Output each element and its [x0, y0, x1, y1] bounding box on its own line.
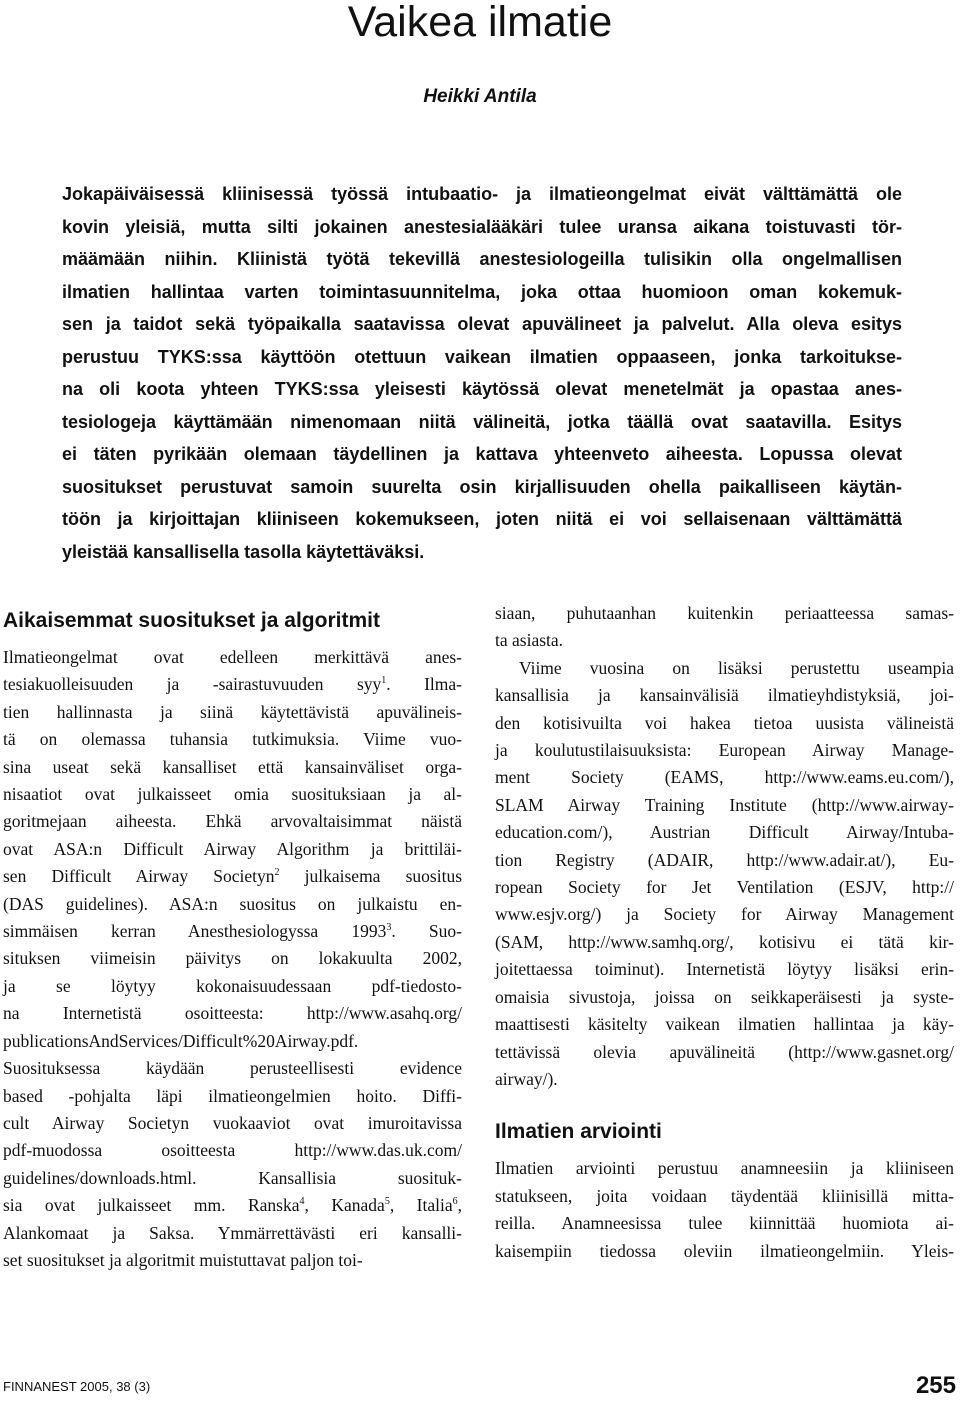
text-line: airway/). [495, 1068, 558, 1089]
text-segment: , Italia [389, 1195, 453, 1216]
text-line: reilla. Anamneesissa tulee kiinnittää huomiota ai- [495, 1213, 954, 1234]
text-line: na Internetistä osoitteesta: http://www.asahq.org/ [3, 1003, 462, 1024]
reference-marker: 4 [299, 1196, 305, 1208]
text-line: tettävissä olevia apuvälineitä (http://www.gasnet.org/ [495, 1041, 954, 1062]
text-segment: . Ilma- [386, 674, 462, 695]
section-heading-previous-recommendations: Aikaisemmat suositukset ja algoritmit [3, 609, 380, 632]
text-line: omaisia sivustoja, joissa on seikkaperäisesti ja syste- [495, 986, 954, 1007]
text-line: ja se löytyy kokonaisuudessaan pdf-tiedosto- [3, 975, 462, 996]
abstract-line: tesiologeja käyttämään nimenomaan niitä välineitä, jotka täällä ovat saatavilla. Esitys [62, 411, 902, 432]
text-line: goritmejaan aiheesta. Ehkä arvovaltaisimmat näistä [3, 811, 462, 832]
reference-marker: 6 [452, 1196, 458, 1208]
text-line [3, 863, 462, 890]
text-line: set suositukset ja algoritmit muistuttavat paljon toi- [3, 1249, 363, 1270]
text-line: tion Registry (ADAIR, http://www.adair.at/), Eu- [495, 849, 954, 870]
text-line: tien hallinnasta ja siinä käytettävistä apuvälineis- [3, 701, 462, 722]
text-segment: , Kanada [304, 1195, 385, 1216]
author-name: Heikki Antila [423, 86, 537, 107]
text-line: ment Society (EAMS, http://www.eams.eu.com/), [495, 767, 954, 788]
abstract-line: na oli koota yhteen TYKS:ssa yleisesti käytössä olevat menetelmät ja opastaa anes- [62, 379, 902, 399]
text-line: (SAM, http://www.samhq.org/, kotisivu ei tätä kir- [495, 931, 954, 952]
abstract-line: määmään niihin. Kliinistä työtä tekevillä anestesiologeilla tulisikin olla ongelmallisen [62, 249, 902, 269]
abstract-line: perustuu TYKS:ssa käyttöön otettuun vaikean ilmatien oppaaseen, jonka tarkoitukse- [62, 346, 902, 367]
right-body-text-assessment [495, 1155, 954, 1265]
left-column [3, 600, 462, 1274]
text-line: www.esjv.org/) ja Society for Airway Management [495, 904, 954, 925]
text-line: guidelines/downloads.html. Kansallisia suosituk- [3, 1167, 462, 1188]
journal-citation: FINNANEST 2005, 38 (3) [3, 1379, 151, 1394]
left-body-text [3, 644, 462, 1274]
text-line: Ilmatien arviointi perustuu anamneesiin ja kliiniseen [495, 1158, 954, 1179]
text-line: Alankomaat ja Saksa. Ymmärrettävästi eri kansalli- [3, 1222, 462, 1243]
text-line: ovat ASA:n Difficult Airway Algorithm ja brittiläi- [3, 838, 462, 859]
text-line: den kotisivuilta voi hakea tietoa uusista välineistä [495, 712, 954, 733]
abstract-line: suositukset perustuvat samoin suurelta osin kirjallisuuden ohella paikalliseen käytän- [62, 476, 902, 497]
text-segment: , [457, 1195, 462, 1216]
text-line: siaan, puhutaanhan kuitenkin periaatteessa samas- [495, 603, 954, 623]
text-line: situksen viimeisin päivitys on lokakuulta 2002, [3, 948, 462, 969]
text-line [3, 671, 462, 698]
text-segment: simmäisen kerran Anesthesiologyssa 1993 [3, 921, 387, 942]
text-line: based -pohjalta läpi ilmatieongelmien hoito. Diffi- [3, 1085, 462, 1106]
article-title: Vaikea ilmatie [347, 0, 613, 46]
right-column [495, 600, 954, 1265]
text-segment: julkaisema suositus [279, 866, 462, 887]
right-body-text-continuation [495, 600, 954, 655]
abstract-line: töön ja kirjoittajan kliiniseen kokemukseen, joten niitä ei voi sellaisenaan välttämättä [62, 509, 902, 529]
abstract [62, 178, 902, 568]
abstract-line: yleistää kansallisella tasolla käytettäväksi. [62, 541, 425, 562]
text-line: statukseen, joita voidaan täydentää kliinisillä mitta- [495, 1185, 954, 1206]
reference-marker: 2 [274, 867, 280, 879]
reference-marker: 3 [386, 922, 392, 934]
text-line: sina useat sekä kansalliset että kansainväliset orga- [3, 756, 462, 777]
reference-marker: 1 [381, 675, 387, 687]
abstract-line: sen ja taidot sekä työpaikalla saatavissa olevat apuvälineet ja palvelut. Alla oleva esitys [62, 314, 902, 334]
abstract-line: ilmatien hallintaa varten toimintasuunnitelma, joka ottaa huomioon oman kokemuk- [62, 281, 902, 302]
text-segment: tesiakuolleisuuden ja -sairastuvuuden syy [3, 674, 382, 695]
text-line: tä on olemassa tuhansia tutkimuksia. Viime vuo- [3, 729, 462, 750]
page-number: 255 [915, 1372, 956, 1399]
text-line: ropean Society for Jet Ventilation (ESJV, http:// [495, 877, 954, 898]
text-line: Viime vuosina on lisäksi perustettu useampia [519, 657, 954, 678]
text-line: education.com/), Austrian Difficult Airway/Intuba- [495, 822, 954, 843]
text-line: cult Airway Societyn vuokaaviot ovat imuroitavissa [3, 1112, 462, 1133]
text-segment: . Suo- [391, 921, 462, 942]
reference-marker: 5 [384, 1196, 390, 1208]
text-line: ta asiasta. [495, 630, 564, 651]
text-segment: sen Difficult Airway Societyn [3, 866, 275, 887]
text-line: joitettaessa toiminut). Internetistä löytyy lisäksi erin- [495, 959, 954, 980]
text-line: kansallisia ja kansainvälisiä ilmatieyhdistyksiä, joi- [495, 685, 954, 706]
text-line [3, 918, 462, 945]
text-line: ja koulutustilaisuuksista: European Airway Manage- [495, 740, 954, 761]
text-line [3, 1192, 462, 1219]
abstract-line: kovin yleisiä, mutta silti jokainen anestesialääkäri tulee uransa aikana toistuvasti tör- [62, 216, 902, 237]
text-line: pdf-muodossa osoitteesta http://www.das.uk.com/ [3, 1140, 462, 1161]
text-line: Suosituksessa käydään perusteellisesti evidence [3, 1058, 462, 1079]
text-line: kaisempiin tiedossa oleviin ilmatieongelmiin. Yleis- [495, 1240, 954, 1261]
text-line: nisaatiot ovat julkaisseet omia suosituksiaan ja al- [3, 784, 462, 805]
text-line: publicationsAndServices/Difficult%20Airway.pdf. [3, 1030, 359, 1051]
text-line: Ilmatieongelmat ovat edelleen merkittävä anes- [3, 647, 462, 667]
text-line: maattisesti käsitelty vaikean ilmatien hallintaa ja käy- [495, 1014, 954, 1035]
abstract-line: ei täten pyrikään olemaan täydellinen ja kattava yhteenveto aiheesta. Lopussa olevat [62, 444, 902, 464]
abstract-line: Jokapäiväisessä kliinisessä työssä intubaatio- ja ilmatieongelmat eivät välttämättä ole [62, 184, 902, 204]
text-line: SLAM Airway Training Institute (http://www.airway- [495, 794, 954, 815]
text-line: (DAS guidelines). ASA:n suositus on julkaistu en- [3, 893, 462, 914]
right-body-text-associations [495, 655, 954, 1094]
text-segment: sia ovat julkaisseet mm. Ranska [3, 1195, 300, 1216]
section-heading-airway-assessment: Ilmatien arviointi [495, 1120, 662, 1144]
